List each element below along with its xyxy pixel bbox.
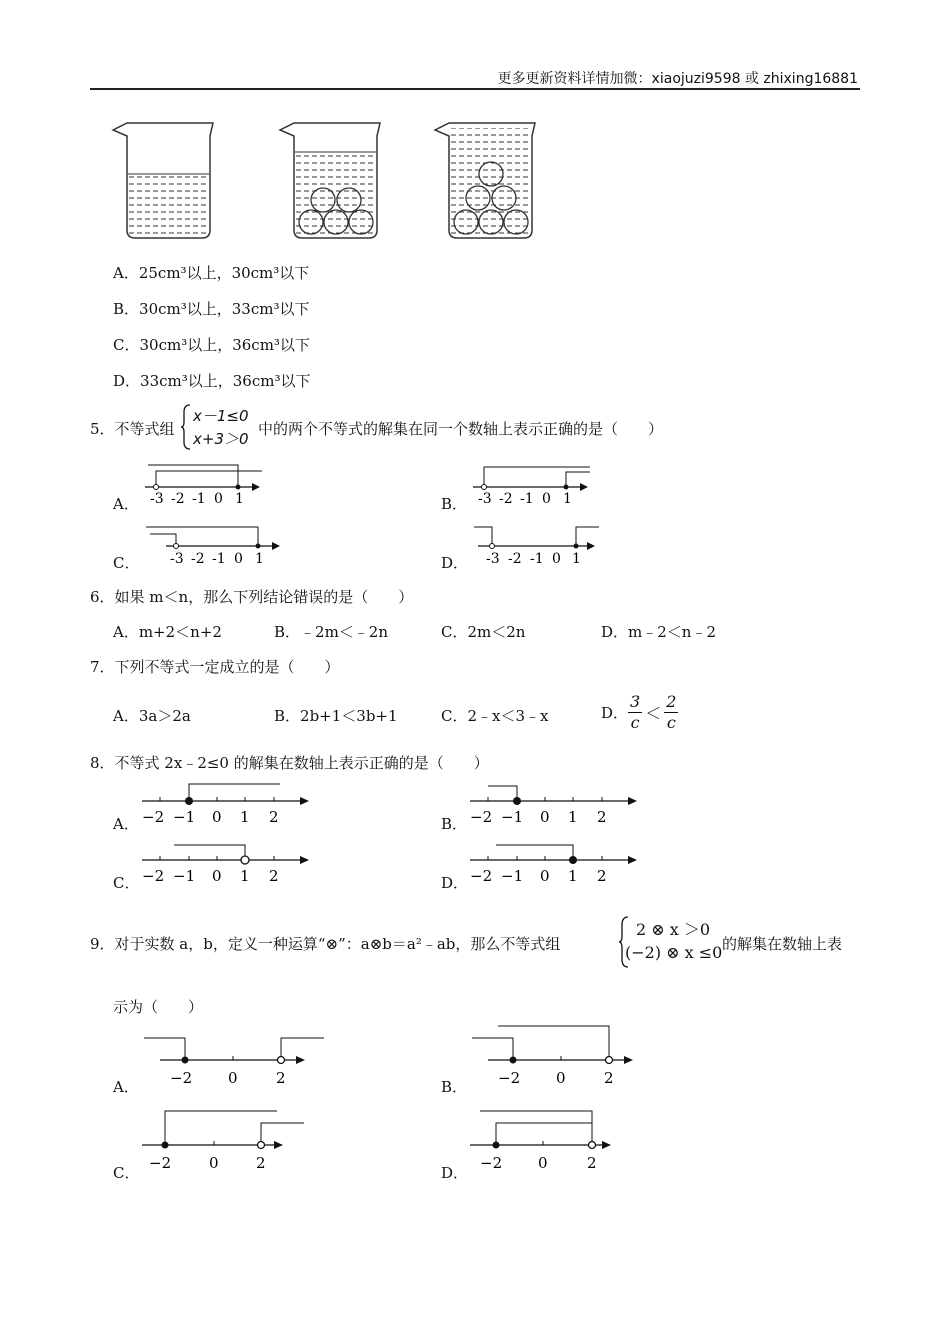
q6-option-b[interactable]: B．﹣2m＜﹣2n: [274, 623, 388, 641]
tick-label: 1: [563, 491, 572, 507]
tick-label: 0: [212, 867, 222, 885]
tick-label: -2: [191, 551, 205, 567]
q4-option-b[interactable]: B．30cm³以上，33cm³以下: [113, 300, 310, 318]
tick-label: -2: [171, 491, 185, 507]
q8-numline-d: [466, 837, 646, 887]
tick-label: −2: [470, 867, 493, 885]
q5-line1: x－1≤0: [193, 407, 249, 425]
q5-brace: [181, 404, 191, 450]
fraction-3-over-c: $\frac{3}{c}$: [630, 692, 641, 732]
q5-suffix: 中的两个不等式的解集在同一个数轴上表示正确的是（ ）: [258, 420, 664, 438]
tick-label: 0: [540, 808, 550, 826]
tick-label: 2: [587, 1154, 597, 1172]
q9-letter-d[interactable]: D．: [441, 1164, 469, 1182]
tick-label: -1: [530, 551, 544, 567]
tick-label: 0: [228, 1069, 238, 1087]
tick-label: −2: [480, 1154, 503, 1172]
q8-numline-c: [138, 837, 318, 887]
tick-label: 0: [212, 808, 222, 826]
q5-letter-c[interactable]: C．: [113, 554, 140, 572]
tick-label: 1: [568, 808, 578, 826]
tick-label: -1: [212, 551, 226, 567]
beaker-empty: [113, 123, 213, 238]
tick-label: -2: [499, 491, 513, 507]
q5-letter-d[interactable]: D．: [441, 554, 469, 572]
tick-label: 0: [552, 551, 561, 567]
tick-label: -2: [508, 551, 522, 567]
tick-label: 0: [209, 1154, 219, 1172]
q9-line1: 2 ⊗ x ＞0: [636, 920, 711, 939]
q6-option-c[interactable]: C．2m＜2n: [441, 623, 526, 641]
beaker-six-balls: [435, 123, 535, 238]
tick-label: -1: [192, 491, 206, 507]
tick-label: −2: [498, 1069, 521, 1087]
tick-label: 0: [234, 551, 243, 567]
fraction-2-over-c: $\frac{2}{c}$: [666, 692, 677, 732]
tick-label: -3: [170, 551, 184, 567]
tick-label: 1: [255, 551, 264, 567]
q9-letter-a[interactable]: A．: [113, 1078, 139, 1096]
tick-label: 1: [240, 808, 250, 826]
q5-numline-c: [140, 520, 285, 568]
q6-option-a[interactable]: A．m+2＜n+2: [113, 623, 222, 641]
tick-label: 0: [538, 1154, 548, 1172]
q4-option-c[interactable]: C．30cm³以上，36cm³以下: [113, 336, 310, 354]
q9-line2: (−2) ⊗ x ≤0: [625, 943, 723, 962]
page-header: 更多更新资料详情加微：xiaojuzi9598 或 zhixing16881: [497, 71, 858, 87]
tick-label: -3: [486, 551, 500, 567]
q7-option-b[interactable]: B．2b+1＜3b+1: [274, 707, 398, 725]
q8-numline-b: [466, 778, 646, 828]
tick-label: 1: [572, 551, 581, 567]
q9-letter-c[interactable]: C．: [113, 1164, 140, 1182]
q8-letter-b[interactable]: B．: [441, 815, 468, 833]
q5-numline-a: [140, 460, 265, 508]
q6-stem: 6．如果 m＜n，那么下列结论错误的是（ ）: [90, 588, 414, 606]
tick-label: 0: [542, 491, 551, 507]
q9-stem-b: 的解集在数轴上表: [722, 935, 843, 953]
q9-letter-b[interactable]: B．: [441, 1078, 468, 1096]
tick-label: -3: [478, 491, 492, 507]
q8-numline-a: [138, 778, 318, 828]
tick-label: −1: [173, 808, 196, 826]
q6-option-d[interactable]: D．m﹣2＜n﹣2: [601, 623, 716, 641]
q9-numline-c: [140, 1105, 320, 1175]
q7-option-a[interactable]: A．3a＞2a: [113, 707, 191, 725]
q9-stem-c: 示为（ ）: [113, 998, 204, 1016]
tick-label: 2: [269, 867, 279, 885]
tick-label: 2: [256, 1154, 266, 1172]
q9-stem-a: 9．对于实数 a，b，定义一种运算“⊗”：a⊗b＝a²﹣ab，那么不等式组: [90, 935, 561, 953]
q5-letter-b[interactable]: B．: [441, 495, 468, 513]
tick-label: 1: [568, 867, 578, 885]
tick-label: 2: [597, 867, 607, 885]
tick-label: -3: [150, 491, 164, 507]
q8-letter-d[interactable]: D．: [441, 874, 469, 892]
tick-label: −1: [173, 867, 196, 885]
tick-label: −1: [501, 808, 524, 826]
tick-label: 1: [235, 491, 244, 507]
tick-label: −2: [470, 808, 493, 826]
q5-letter-a[interactable]: A．: [113, 495, 139, 513]
tick-label: -1: [520, 491, 534, 507]
q8-letter-c[interactable]: C．: [113, 874, 140, 892]
q9-numline-a: [140, 1030, 330, 1090]
beakers-figure: [105, 118, 545, 243]
q7-option-d[interactable]: D． $\frac{3}{c}$ ＜ $\frac{2}{c}$: [601, 692, 677, 732]
header-rule: [90, 88, 860, 90]
q8-letter-a[interactable]: A．: [113, 815, 139, 833]
tick-label: −2: [142, 808, 165, 826]
tick-label: 2: [276, 1069, 286, 1087]
q5-numline-b: [468, 460, 598, 508]
tick-label: 1: [240, 867, 250, 885]
tick-label: −2: [149, 1154, 172, 1172]
q4-option-d[interactable]: D．33cm³以上，36cm³以下: [113, 372, 311, 390]
tick-label: −2: [170, 1069, 193, 1087]
tick-label: −1: [501, 867, 524, 885]
q9-numline-b: [468, 1020, 648, 1090]
tick-label: 2: [604, 1069, 614, 1087]
tick-label: 2: [597, 808, 607, 826]
q7-option-c[interactable]: C．2﹣x＜3﹣x: [441, 707, 549, 725]
q9-numline-d: [468, 1105, 648, 1175]
q5-prefix: 5．不等式组: [90, 420, 175, 438]
tick-label: 0: [540, 867, 550, 885]
tick-label: 2: [269, 808, 279, 826]
beaker-four-balls: [280, 123, 380, 238]
q8-stem: 8．不等式 2x﹣2≤0 的解集在数轴上表示正确的是（ ）: [90, 754, 489, 772]
q7-stem: 7．下列不等式一定成立的是（ ）: [90, 658, 340, 676]
tick-label: −2: [142, 867, 165, 885]
q5-numline-d: [468, 520, 603, 568]
tick-label: 0: [556, 1069, 566, 1087]
q4-option-a[interactable]: A．25cm³以上，30cm³以下: [113, 264, 310, 282]
q5-line2: x+3＞0: [193, 430, 249, 448]
tick-label: 0: [214, 491, 223, 507]
